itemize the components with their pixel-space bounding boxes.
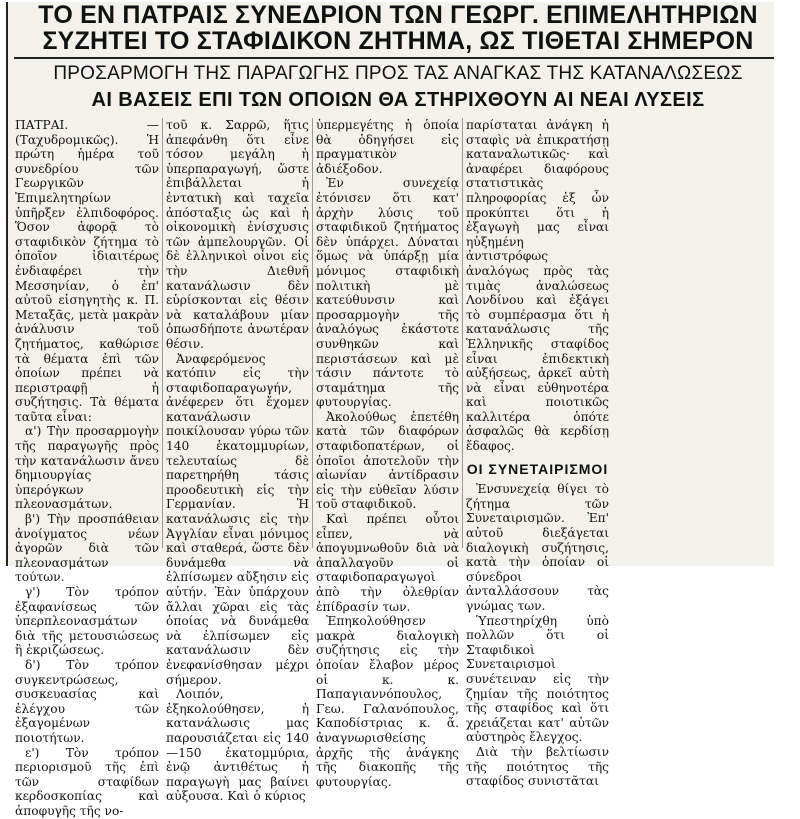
article-column-2 bbox=[162, 118, 312, 804]
paragraph: Ὑπεστηρίχθη ὑπὸ πολλῶν ὅτι οἱ Σταφιδικοὶ Συνεταιρισμοὶ συνέτειναν εἰς τὴν ζημίαν τῆς ποιότητος τῆς σταφίδος καὶ ὅτι χρειάζεται κατ' αὐτῶν αὐστηρὸς ἔλεγχος. bbox=[466, 613, 609, 745]
headline-main-line2: ΣΥΖΗΤΕΙ ΤΟ ΣΤΑΦΙΔΙΚΟΝ ΖΗΤΗΜΑ, ΩΣ ΤΙΘΕΤΑΙ ΣΗΜΕΡΟΝ bbox=[42, 27, 754, 55]
article-column-4 bbox=[462, 118, 612, 789]
headline-divider bbox=[14, 57, 782, 59]
paragraph: Καὶ πρέπει οὗτοι εἶπεν, νὰ ἀπογυμνωθοῦν διὰ νὰ ἀπαλλαγοῦν οἱ σταφιδοπαραγωγοὶ ἀπὸ τὴν ὀλεθρίαν ἐπίδρασίν των. bbox=[316, 512, 459, 614]
article-columns bbox=[8, 118, 788, 818]
article-column-3 bbox=[312, 118, 462, 789]
paragraph: ΠΑΤΡΑΙ. — (Ταχυδρομικῶς). Ἡ πρώτη ἡμέρα τοῦ συνεδρίου τῶν Γεωργικῶν Ἐπιμελητηρίων ὑπῆρξεν ἐλπιδοφόρος. Ὅσον ἀφορᾷ τὸ σταφιδικὸν ζήτημα τὸ ὁποῖον ἰδιαιτέρως ἐνδιαφέρει τὴν Μεσσηνίαν, ὁ ἐπ' αὐτοῦ εἰσηγητὴς κ. Π. Μεταξᾶς, μετὰ μακρὰν ἀνάλυσιν τοῦ ζητήματος, καθώρισε τὰ θέματα ἐπὶ τῶν ὁποίων πρέπει νὰ περιστραφῇ ἡ συζήτησις. Τὰ θέματα ταῦτα εἶναι: bbox=[15, 118, 159, 424]
headline-main-line1: ΤΟ ΕΝ ΠΑΤΡΑΙΣ ΣΥΝΕΔΡΙΟΝ ΤΩΝ ΓΕΩΡΓ. ΕΠΙΜΕΛΗΤΗΡΙΩΝ bbox=[38, 1, 758, 29]
page-margin bbox=[774, 2, 788, 566]
paragraph: Ἀκολούθως ἐπετέθη κατὰ τῶν διαφόρων σταφιδοπατέρων, οἱ ὁποῖοι ἀποτελοῦν τὴν αἰωνίαν ἀντίδρασιν εἰς τὴν εὐθεῖαν λύσιν τοῦ σταφιδικοῦ. bbox=[316, 409, 459, 512]
paragraph: γ') Τὸν τρόπον ἐξαφανίσεως τῶν ὑπερπλεονασμάτων διὰ τῆς μετουσιώσεως ἢ ἐκριζώσεως. bbox=[15, 585, 159, 658]
paragraph: Ἀναφερόμενος κατόπιν εἰς τὴν σταφιδοπαραγωγήν, ἀνέφερεν ὅτι ἔχομεν κατανάλωσιν ποικίλουσαν γύρω τῶν 140 ἑκατομμυρίων, τελευταίως δὲ παρετηρήθη τάσις προοδευτικὴ εἰς τὴν Γερμανίαν. Ἡ κατανάλωσις εἰς τὴν Ἀγγλίαν εἶναι μόνιμος καὶ σταθερά, ὥστε δὲν δυνάμεθα νὰ ἐλπίσωμεν αὔξησιν εἰς αὐτήν. Ἐὰν ὑπάρχουν ἄλλαι χῶραι εἰς τὰς ὁποίας νὰ δυνάμεθα νὰ ἐλπίσωμεν εἰς κατανάλωσιν δὲν ἐνεφανίσθησαν μέχρι σήμερον. bbox=[166, 351, 309, 687]
article-column-1 bbox=[12, 118, 162, 818]
paragraph: ὑπερμεγέτης ἡ ὁποία θὰ ὁδηγήσει εἰς πραγματικὸν ἀδιέξοδον. bbox=[316, 118, 459, 176]
paragraph: Ἐνσυνεχείᾳ θίγει τὸ ζήτημα τῶν Συνεταιρισμῶν. Ἐπ' αὐτοῦ διεξάγεται διαλογικὴ συζήτησις, κατὰ τὴν ὁποίαν οἱ σύνεδροι ἀνταλλάσσουν τὰς γνώμας των. bbox=[466, 482, 609, 613]
paragraph: Ἐν συνεχείᾳ ἐτόνισεν ὅτι κατ' ἀρχὴν λύσις τοῦ σταφιδικοῦ ζητήματος δὲν ὑπάρχει. Δύναται ὅμως νὰ ὑπάρξῃ μία μόνιμος σταφιδικὴ πολιτικὴ μὲ κατεύθυνσιν καὶ προσαρμογὴν τῆς ἀναλόγως ἑκάστοτε συνθηκῶν καὶ περιστάσεων καὶ μὲ τάσιν πάντοτε τὸ σταμάτημα τῆς φυτουργίας. bbox=[316, 176, 459, 410]
paragraph: ε') Τὸν τρόπον περιορισμοῦ τῆς ἐπὶ τῶν σταφίδων κερδοσκοπίας καὶ ἀποφυγῆς τῆς νο- bbox=[15, 745, 159, 818]
section-subhead: ΟΙ ΣΥΝΕΤΑΙΡΙΣΜΟΙ bbox=[466, 460, 609, 477]
subheadline-2: ΑΙ ΒΑΣΕΙΣ ΕΠΙ ΤΩΝ ΟΠΟΙΩΝ ΘΑ ΣΤΗΡΙΧΘΟΥΝ ΑΙ ΝΕΑΙ ΛΥΣΕΙΣ bbox=[91, 89, 705, 111]
paragraph: Λοιπόν, ἐξηκολούθησεν, ἡ κατανάλωσις μας παρουσιάζεται εἰς 140—150 ἑκατομμύρια, ἐνῷ ἀντιθέτως ἡ παραγωγὴ μας βαίνει αὐξουσα. Καὶ ὁ κύριος bbox=[166, 687, 309, 804]
paragraph: τοῦ κ. Σαρρῶ, ἥτις ἀπεφάνθη ὅτι εἶνε τόσον μεγάλη ἡ ὑπερπαραγωγή, ὥστε ἐπιβάλλεται ἡ ἐντατικὴ καὶ ταχεῖα ἀπόσταξις ὡς καὶ ἡ οἰκονομικὴ ἐνίσχυσις τῶν ἀμπελουργῶν. Οἱ δὲ ἑλληνικοὶ οἶνοι εἰς τὴν Διεθνῆ κατανάλωσιν δὲν εὑρίσκονται εἰς θέσιν νὰ καταλάβουν μίαν ὁπωσδήποτε ἀνωτέραν θέσιν. bbox=[166, 118, 309, 351]
newspaper-page bbox=[6, 1, 788, 818]
paragraph: δ') Τὸν τρόπον συγκεντρώσεως, συσκευασίας καὶ ἐλέγχου τῶν ἐξαγομένων ποιοτήτων. bbox=[15, 657, 159, 745]
paragraph: Διὰ τὴν βελτίωσιν τῆς ποιότητος τῆς σταφίδος συνιστᾶται bbox=[466, 744, 609, 789]
paragraph: α') Τὴν προσαρμογὴν τῆς παραγωγῆς πρὸς τὴν κατανάλωσιν ἄνευ δημιουργίας ὑπερόγκων πλεονασμάτων. bbox=[15, 424, 159, 512]
paragraph: β') Τὴν προσπάθειαν ἀνοίγματος νέων ἀγορῶν διὰ τῶν πλεονασμάτων τούτων. bbox=[15, 512, 159, 585]
paragraph: παρίσταται ἀνάγκη ἡ σταφὶς νὰ ἐπικρατήσῃ καταναλωτικῶς· καὶ ἀναφέρει διαφόρους στατιστικὰς πληροφορίας ἐξ ὧν προκύπτει ὅτι ἡ ἐξαγωγὴ μας εἶναι ηὐξημένη ἀντιστρόφως ἀναλόγως πρὸς τὰς τιμὰς ἀναλώσεως Λονδίνου καὶ ἐξάγει τὸ συμπέρασμα ὅτι ἡ κατανάλωσις τῆς Ἑλληνικῆς σταφίδος εἶναι ἐπιδεκτικὴ αὐξήσεως, ἀρκεῖ αὐτὴ νὰ εἶναι εὐθηνοτέρα καὶ ποιοτικῶς καλλιτέρα ὁπότε ἀσφαλῶς θὰ κερδίσῃ ἔδαφος. bbox=[466, 118, 609, 454]
subheadline-1: ΠΡΟΣΑΡΜΟΓΗ ΤΗΣ ΠΑΡΑΓΩΓΗΣ ΠΡΟΣ ΤΑΣ ΑΝΑΓΚΑΣ ΤΗΣ ΚΑΤΑΝΑΛΩΣΕΩΣ bbox=[53, 63, 743, 84]
paragraph: Ἐπηκολούθησεν μακρὰ διαλογικὴ συζήτησις εἰς τὴν ὁποίαν ἔλαβον μέρος οἱ κ. κ. Παπαγιαννόπουλος, Γεω. Γαλανόπουλος, Καποδίστριας κ. ἄ. ἀναγνωρισθείσης ἀρχῆς τῆς ἀνάγκης τῆς διακοπῆς τῆς φυτουργίας. bbox=[316, 614, 459, 789]
